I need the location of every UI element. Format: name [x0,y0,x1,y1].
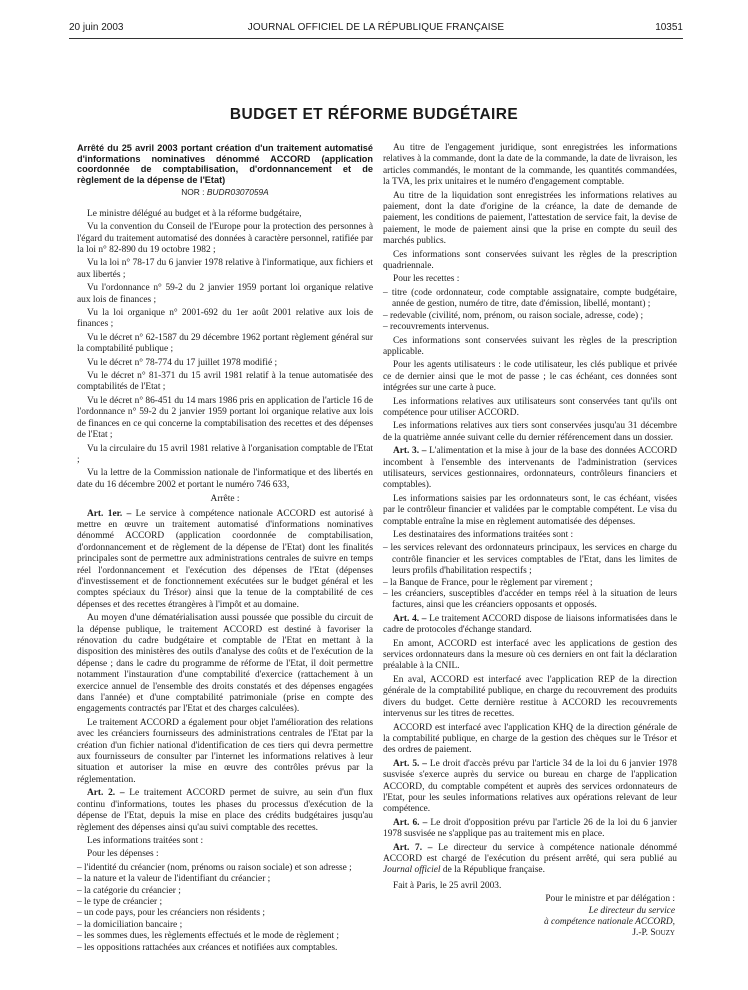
vu-paragraph: Vu le décret n° 81-371 du 15 avril 1981 relatif à la tenue automatisée des comptabilités de l'Etat ; [77,371,373,393]
arrete-title: Arrêté du 25 avril 2003 portant création d'un traitement automatisé d'informations nominatives dénommé ACCORD (application coordonnée de comptabilisation, d'ordonnancement et de règlement de la dépense de l'Etat) [77,143,373,185]
article-3-paragraph-3: Les destinataires des informations traitées sont : [393,530,574,540]
header-rule [69,38,683,39]
article-4-paragraph-2: En amont, ACCORD est interfacé avec les applications de gestion des services ordonnateurs dans la mesure où ces derniers en ont fait la déclaration préalable à la CNIL. [383,638,677,672]
liquidation-paragraph: Au titre de la liquidation sont enregistrées les informations relatives au paiement, dont la date d'origine de la créance, la date de demande de paiement, les conditions de paiement, l'attestation de service fait, la devise de paiement, le mode de paiement ainsi que la prise en compte du seuil des marchés publics. [383,190,677,247]
article-3-text: L'alimentation et la mise à jour de la base des données ACCORD incombent à l'ensemble des intervenants de l'administration (services utilisateurs, services gestionnaires, ordonnateurs, contrôleurs financiers et comptables). [383,446,678,491]
signature-line-1: Pour le ministre et par délégation : [545,894,675,905]
list-item: – le type de créancier ; [77,897,373,908]
vu-paragraph: Vu la loi n° 78-17 du 6 janvier 1978 relative à l'informatique, aux fichiers et aux libertés ; [77,258,373,280]
list-item: – les oppositions rattachées aux créances et notifiées aux comptables. [77,943,373,954]
list-item: – la Banque de France, pour le règlement par virement ; [383,578,677,589]
article-2-paragraph-2: Les informations traitées sont : [87,835,204,846]
article-7-text: Le directeur du service à compétence nationale dénommé ACCORD est chargé de l'exécution du présent arrêté, qui sera publié au [383,842,678,864]
vu-paragraph: Vu la convention du Conseil de l'Europe pour la protection des personnes à l'égard du traitement automatisé des données à caractère personnel, ratifiée par la loi n° 82-890 du 19 octobre 1982 ; [77,222,373,255]
utilisateurs-paragraph: Les informations relatives aux utilisateurs sont conservées tant qu'ils ont compétence pour utiliser ACCORD. [383,396,677,418]
intro-paragraph: Le ministre délégué au budget et à la réforme budgétaire, [87,208,302,219]
article-1-paragraph [77,509,373,612]
list-item: – titre (code ordonnateur, code comptable assignataire, compte budgétaire, année de gestion, numéro de titre, date d'émission, libellé, montant) ; [383,288,677,311]
left-column [77,143,373,956]
signatory-name: J.-P. Souzy [632,928,675,939]
page-header [69,22,683,36]
article-6-paragraph [383,818,677,841]
article-1-paragraph-3: Le traitement ACCORD a également pour objet l'amélioration des relations avec les créanciers fournisseurs des administrations centrales de l'Etat par la création d'un fichier national d'identification de ces tiers qui devra permettre aux fournisseurs de consulter par l'internet les informations relatives à leur situation et autoriser la mise en œuvre des contrôles prévus par la réglementation. [77,717,373,785]
article-3-label: Art. 3. – [393,446,427,457]
nor-code: BUDR0307059A [206,187,269,198]
nor-label: NOR : [181,187,205,198]
article-5-text: Le droit d'accès prévu par l'article 34 de la loi du 6 janvier 1978 susvisée s'exerce auprès du service ou bureau en charge de l'application ACCORD, du comptable compétent et auprès des services ordonnateurs de l'Etat, pour les seules informations relatives aux opérations relevant de leur compétence. [383,758,678,815]
article-1-text: Le service à compétence nationale ACCORD est autorisé à mettre en œuvre un traitement automatisé d'informations nominatives dénommé ACCORD (application coordonnée de comptabilisation, d'ordonnancement et de règlement de la dépense de l'Etat) dont les finalités principales sont de permettre aux administrations centrales de suivre en temps réel l'ordonnancement et l'exécution des dépenses de l'Etat (dépenses d'investissement et de fonctionnement exécutées sur le budget général et les comptes spéciaux du Trésor) ainsi que la tenue de la comptabilité de ces dépenses et des recettes étrangères à l'impôt et au domaine. [77,508,374,610]
list-item: – la catégorie du créancier ; [77,886,373,897]
header-date: 20 juin 2003 [69,22,124,33]
article-7-label: Art. 7. – [393,842,433,853]
article-6-label: Art. 6. – [393,817,428,828]
recettes-list [383,288,677,334]
article-5-label: Art. 5. – [393,758,427,769]
list-item: – les sommes dues, les règlements effectués et le mode de règlement ; [77,931,373,942]
agents-paragraph: Pour les agents utilisateurs : le code utilisateur, les clés publique et privée ce de dernier ainsi que le mot de passe ; le cas échéant, ces données sont intégrées sur une carte à puce. [383,360,677,394]
list-item: – un code pays, pour les créanciers non résidents ; [77,908,373,919]
vu-paragraph: Vu l'ordonnance n° 59-2 du 2 janvier 1959 portant loi organique relative aux lois de finances ; [77,283,373,305]
journal-officiel-text: Journal officiel [383,865,441,876]
conservation-paragraph: Ces informations sont conservées suivant les règles de la prescription quadriennale. [383,249,677,272]
nor-reference [77,187,373,198]
vu-paragraph: Vu la loi organique n° 2001-692 du 1er août 2001 relative aux lois de finances ; [77,308,373,330]
depenses-list [77,863,373,954]
header-journal-title: JOURNAL OFFICIEL DE LA RÉPUBLIQUE FRANÇAISE [247,22,505,33]
right-column [383,143,677,940]
article-4-text: Le traitement ACCORD dispose de liaisons informatisées dans le cadre de protocoles d'échange standard. [383,613,677,636]
article-2-paragraph-3: Pour les dépenses : [87,849,159,860]
article-5-paragraph [383,759,677,816]
article-6-text: Le droit d'opposition prévu par l'article 26 de la loi du 6 janvier 1978 susvisée ne s'applique pas au traitement mis en place. [383,817,677,840]
list-item: – l'identité du créancier (nom, prénoms ou raison sociale) et son adresse ; [77,863,373,874]
article-4-paragraph-4: ACCORD est interfacé avec l'application KHQ de la direction générale de la comptabilité publique, en charge de la gestion des chèques sur le Trésor et des ordres de paiement. [383,722,677,756]
list-item: – les créanciers, susceptibles d'accéder en temps réel à la situation de leurs factures, ainsi que les créanciers opposants et opposés. [383,589,677,612]
article-1-paragraph-2: Au moyen d'une dématérialisation aussi poussée que possible du circuit de la dépense publique, le traitement ACCORD est destiné à favoriser la rénovation du cadre budgétaire et comptable de l'Etat en mettant à la disposition des ministères des outils d'analyse des coûts et de l'exécution de la dépense ; dans le cadre du programme de réforme de l'Etat, il doit permettre notamment l'instauration d'une comptabilité d'exercice (rattachement à un exercice annuel de l'ensemble des droits constatés et des dépenses engagées dans l'année) et d'une comptabilité patrimoniale (prise en compte des engagements contractés par l'Etat et des charges calculées). [77,613,373,715]
article-2-text: Le traitement ACCORD permet de suivre, au sein d'un flux continu d'informations, toutes les phases du processus d'exécution de la dépense de l'Etat, depuis la mise en place des crédits budgétaires jusqu'au règlement des dépenses ainsi qu'au suivi comptable des recettes. [77,788,373,833]
article-3-paragraph-2: Les informations saisies par les ordonnateurs sont, le cas échéant, visées par le contrôleur financier et validées par le comptable compétent. Le visa du comptable entraîne la mise en règlement automatisée des dépenses. [383,493,677,527]
tiers-paragraph: Les informations relatives aux tiers sont conservées jusqu'au 31 décembre de la quatrième année suivant celle du dernier référencement dans un dossier. [383,421,677,443]
conservation-paragraph-2: Ces informations sont conservées suivant les règles de la prescription applicable. [383,335,677,357]
arrete-heading: Arrête : [210,494,240,505]
article-2-label: Art. 2. – [87,788,125,799]
article-7-paragraph [383,843,677,877]
vu-paragraph: Vu la lettre de la Commission nationale de l'informatique et des libertés en date du 16 décembre 2002 et portant le numéro 746 633, [77,468,373,490]
list-item: – les services relevant des ordonnateurs principaux, les services en charge du contrôle financier et les services comptables de l'Etat, dans les limites de leurs profils d'habilitation respectifs ; [383,543,677,577]
article-4-paragraph [383,614,677,637]
list-item: – la domiciliation bancaire ; [77,920,373,931]
section-title: BUDGET ET RÉFORME BUDGÉTAIRE [229,106,519,123]
vu-paragraph: Vu le décret n° 62-1587 du 29 décembre 1962 portant règlement général sur la comptabilité publique ; [77,332,373,355]
signature-line-3: à compétence nationale ACCORD, [543,917,675,927]
list-item: – recouvrements intervenus. [383,322,677,333]
destinataires-list [383,543,677,611]
header-page-number: 10351 [655,22,683,33]
article-2-paragraph [77,788,373,834]
article-4-paragraph-3: En aval, ACCORD est interfacé avec l'application REP de la direction générale de la comptabilité publique, en charge du recouvrement des produits divers du budget. Cette dernière restitue à ACCORD les recouvrements intervenus sur les titres de recettes. [383,674,677,720]
article-3-paragraph [383,446,677,492]
signature-line-2: Le directeur du service [588,905,675,916]
list-item: – redevable (civilité, nom, prénom, ou raison sociale, adresse, code) ; [383,311,677,322]
list-item: – la nature et la valeur de l'identifiant du créancier ; [77,874,373,885]
article-1-label: Art. 1er. – [87,508,132,519]
vu-paragraph: Vu la circulaire du 15 avril 1981 relative à l'organisation comptable de l'Etat ; [77,443,373,465]
vu-paragraph: Vu le décret n° 78-774 du 17 juillet 1978 modifié ; [87,357,278,368]
engagement-paragraph: Au titre de l'engagement juridique, sont enregistrées les informations relatives à la commande, dont la date de la commande, la date de livraison, les articles commandés, le montant de la commande, les quantités commandées, la TVA, les prix unitaires et le numéro d'engagement comptable. [383,143,677,188]
signature-date: Fait à Paris, le 25 avril 2003. [393,880,502,891]
recettes-heading: Pour les recettes : [393,274,460,285]
article-7-text-end: de la République française. [442,865,545,876]
article-4-label: Art. 4. – [393,613,427,624]
vu-paragraph: Vu le décret n° 86-451 du 14 mars 1986 pris en application de l'article 16 de l'ordonnance n° 59-2 du 2 janvier 1959 portant loi organique relative aux lois de finances en ce qui concerne la comptabilisation des recettes et des dépenses de l'Etat ; [77,395,373,441]
